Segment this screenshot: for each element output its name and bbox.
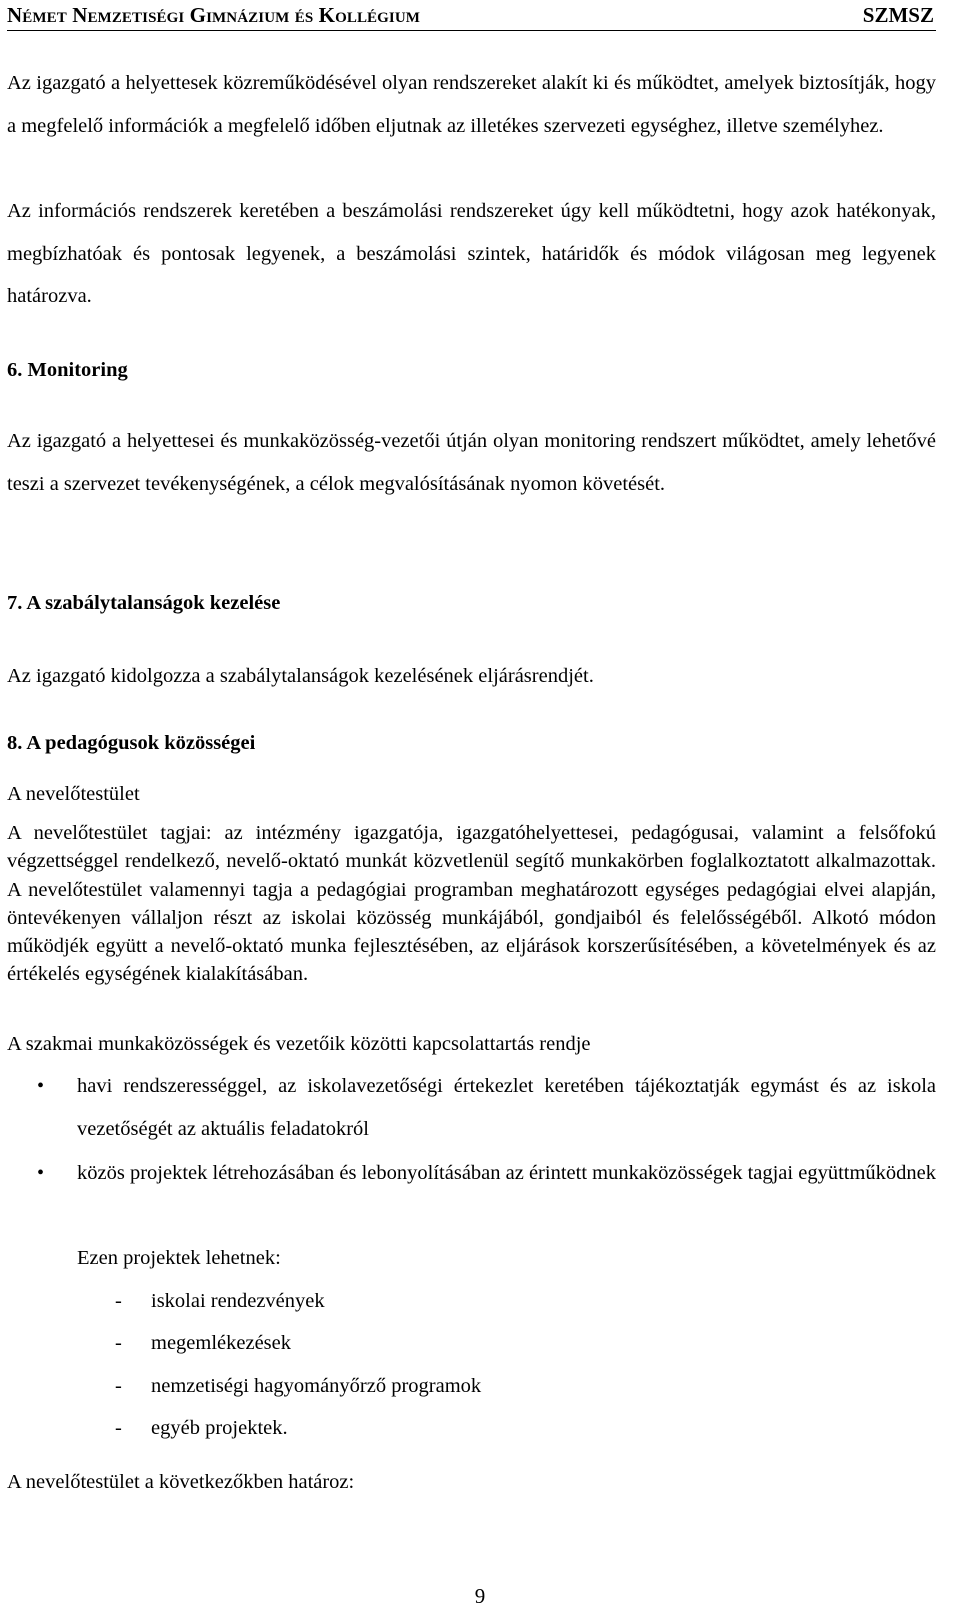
page-header xyxy=(7,0,936,31)
dash-list-item xyxy=(115,1372,481,1400)
bullet-text: havi rendszerességgel, az iskolavezetőségi értekezlet keretében tájékoztatják egymást és az iskola vezetőségét az aktuális feladatokról xyxy=(77,1075,936,1140)
bullet-text: közös projektek létrehozásában és lebonyolításában az érintett munkaközösségek tagjai együttműködnek xyxy=(77,1162,937,1184)
paragraph-relations-intro: A szakmai munkaközösségek és vezetőik közötti kapcsolattartás rendje xyxy=(7,1033,591,1055)
dash-list-text: megemlékezések xyxy=(151,1332,292,1354)
dash-list-text: egyéb projektek. xyxy=(151,1417,288,1439)
bullet-marker: • xyxy=(37,1162,45,1184)
school-name: Német Nemzetiségi Gimnázium és Kollégium xyxy=(7,3,421,27)
section-heading-monitoring: 6. Monitoring xyxy=(7,359,128,381)
dash-list-item xyxy=(115,1329,291,1357)
page-number: 9 xyxy=(474,1584,486,1608)
dash-marker: - xyxy=(115,1417,122,1439)
paragraph-information-flow: Az igazgató a helyettesek közreműködésével olyan rendszereket alakít ki és működtet, amelyek biztosítják, hogy a megfelelő információk a megfelelő időben eljutnak az illetékes szervezeti egységhez, illetve személyhez. xyxy=(7,72,936,137)
paragraph-monitoring: Az igazgató a helyettesei és munkaközösség-vezetői útján olyan monitoring rendszert működtet, amely lehetővé teszi a szervezet tevékenységének, a célok megvalósításának nyomon követését. xyxy=(7,430,936,495)
paragraph-teaching-staff: A nevelőtestület tagjai: az intézmény igazgatója, igazgatóhelyettesei, pedagógusai, valamint a felsőfokú végzettséggel rendelkező, nevelő-oktató munkát közvetlenül segítő munkakörben foglalkoztatott alkalmazottak. A nevelőtestület valamennyi tagja a pedagógiai programban meghatározott egységes pedagógiai elvei alapján, öntevékenyen vállaljon részt az iskolai közösség munkájából, gondjaiból és felelősségéből. Alkotó módon működjék együtt a nevelő-oktató munka fejlesztésében, az eljárások korszerűsítésében, a követelmények és az értékelés egységének kialakításában. xyxy=(7,822,936,986)
paragraph-reporting-systems: Az információs rendszerek keretében a beszámolási rendszereket úgy kell működtetni, hogy azok hatékonyak, megbízhatóak és pontosak legyenek, a beszámolási szintek, határidők és módok világosan meg legyenek határozva. xyxy=(7,200,936,308)
dash-list-text: iskolai rendezvények xyxy=(151,1290,325,1312)
dash-marker: - xyxy=(115,1332,122,1354)
paragraph-irregularities: Az igazgató kidolgozza a szabálytalanságok kezelésének eljárásrendjét. xyxy=(7,665,594,687)
subheading-teaching-staff: A nevelőtestület xyxy=(7,783,140,805)
dash-list-item xyxy=(115,1414,288,1442)
dash-marker: - xyxy=(115,1290,122,1312)
section-heading-teacher-communities: 8. A pedagógusok közösségei xyxy=(7,732,256,754)
document-code: SZMSZ xyxy=(862,3,934,27)
bullet-marker: • xyxy=(37,1075,45,1097)
dash-marker: - xyxy=(115,1375,122,1397)
dash-list-item xyxy=(115,1287,325,1315)
paragraph-closing: A nevelőtestület a következőkben határoz: xyxy=(7,1471,355,1493)
projects-intro: Ezen projektek lehetnek: xyxy=(77,1247,281,1269)
dash-list-text: nemzetiségi hagyományőrző programok xyxy=(151,1375,482,1397)
section-heading-irregularities: 7. A szabálytalanságok kezelése xyxy=(7,592,281,614)
